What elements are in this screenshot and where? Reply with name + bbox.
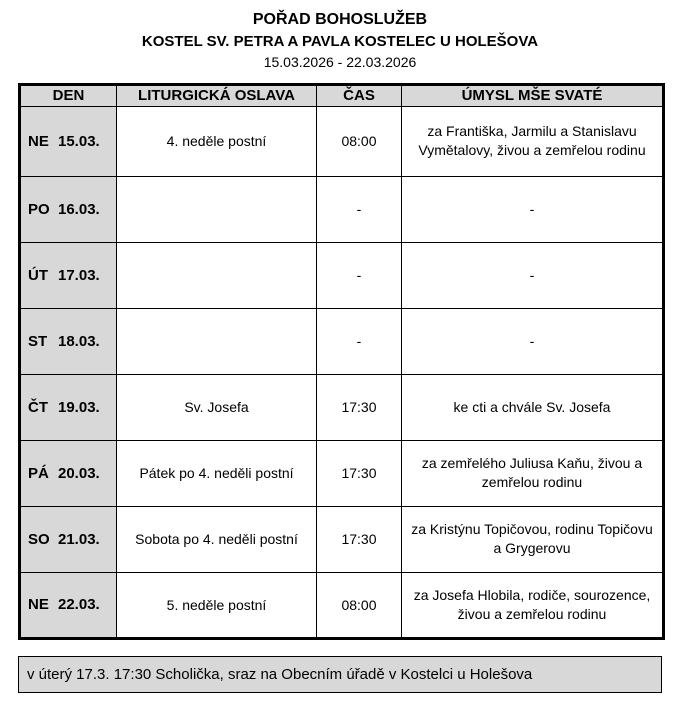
cell-intention: za Františka, Jarmilu a Stanislavu Vymětalovy, živou a zemřelou rodinu	[402, 106, 664, 176]
day-date: 18.03.	[58, 332, 100, 350]
document-header	[0, 0, 680, 73]
page-subtitle: KOSTEL SV. PETRA A PAVLA KOSTELEC U HOLEŠOVA	[141, 32, 539, 50]
cell-celebration: Sv. Josefa	[117, 374, 317, 440]
day-abbr: ÚT	[28, 266, 48, 284]
cell-time: 08:00	[317, 106, 402, 176]
cell-celebration	[117, 308, 317, 374]
cell-time: 08:00	[317, 572, 402, 638]
table-row	[20, 176, 664, 242]
cell-day	[20, 176, 117, 242]
day-abbr: PO	[28, 200, 50, 218]
table-row	[20, 308, 664, 374]
cell-time: 17:30	[317, 506, 402, 572]
day-abbr: SO	[28, 530, 50, 548]
mass-schedule-table	[18, 83, 665, 640]
cell-day	[20, 106, 117, 176]
cell-day	[20, 572, 117, 638]
table-row	[20, 106, 664, 176]
announcement-note: v úterý 17.3. 17:30 Scholička, sraz na Obecním úřadě v Kostelci u Holešova	[18, 656, 662, 693]
cell-celebration: Pátek po 4. neděli postní	[117, 440, 317, 506]
cell-time: 17:30	[317, 374, 402, 440]
cell-intention: ke cti a chvále Sv. Josefa	[402, 374, 664, 440]
date-range: 15.03.2026 - 22.03.2026	[263, 53, 417, 70]
table-row	[20, 242, 664, 308]
day-date: 21.03.	[58, 530, 100, 548]
cell-day	[20, 440, 117, 506]
day-abbr: ČT	[28, 398, 48, 416]
cell-time: -	[317, 176, 402, 242]
column-header-day: DEN	[20, 84, 117, 106]
cell-day	[20, 374, 117, 440]
cell-intention: za zemřelého Juliusa Kaňu, živou a zemřelou rodinu	[402, 440, 664, 506]
cell-day	[20, 242, 117, 308]
cell-intention: -	[402, 176, 664, 242]
day-date: 19.03.	[58, 398, 100, 416]
cell-celebration	[117, 242, 317, 308]
day-date: 15.03.	[58, 132, 100, 150]
cell-celebration: 4. neděle postní	[117, 106, 317, 176]
day-abbr: NE	[28, 596, 49, 614]
cell-intention: -	[402, 308, 664, 374]
cell-intention: za Kristýnu Topičovou, rodinu Topičovu a Grygerovu	[402, 506, 664, 572]
cell-time: -	[317, 308, 402, 374]
day-abbr: ST	[28, 332, 48, 350]
cell-time: 17:30	[317, 440, 402, 506]
day-abbr: NE	[28, 132, 49, 150]
cell-intention: -	[402, 242, 664, 308]
table-row	[20, 440, 664, 506]
cell-time: -	[317, 242, 402, 308]
column-header-time: ČAS	[317, 84, 402, 106]
column-header-celebration: LITURGICKÁ OSLAVA	[117, 84, 317, 106]
table-row	[20, 374, 664, 440]
column-header-intention: ÚMYSL MŠE SVATÉ	[402, 84, 664, 106]
table-header-row	[20, 84, 664, 106]
page-title: POŘAD BOHOSLUŽEB	[252, 11, 428, 28]
cell-celebration: Sobota po 4. neděli postní	[117, 506, 317, 572]
cell-intention: za Josefa Hlobila, rodiče, sourozence, živou a zemřelou rodinu	[402, 572, 664, 638]
cell-celebration	[117, 176, 317, 242]
day-date: 22.03.	[58, 596, 100, 614]
cell-day	[20, 506, 117, 572]
cell-celebration: 5. neděle postní	[117, 572, 317, 638]
cell-day	[20, 308, 117, 374]
table-row	[20, 506, 664, 572]
table-row	[20, 572, 664, 638]
day-abbr: PÁ	[28, 464, 49, 482]
day-date: 17.03.	[58, 266, 100, 284]
day-date: 16.03.	[58, 200, 100, 218]
day-date: 20.03.	[58, 464, 100, 482]
